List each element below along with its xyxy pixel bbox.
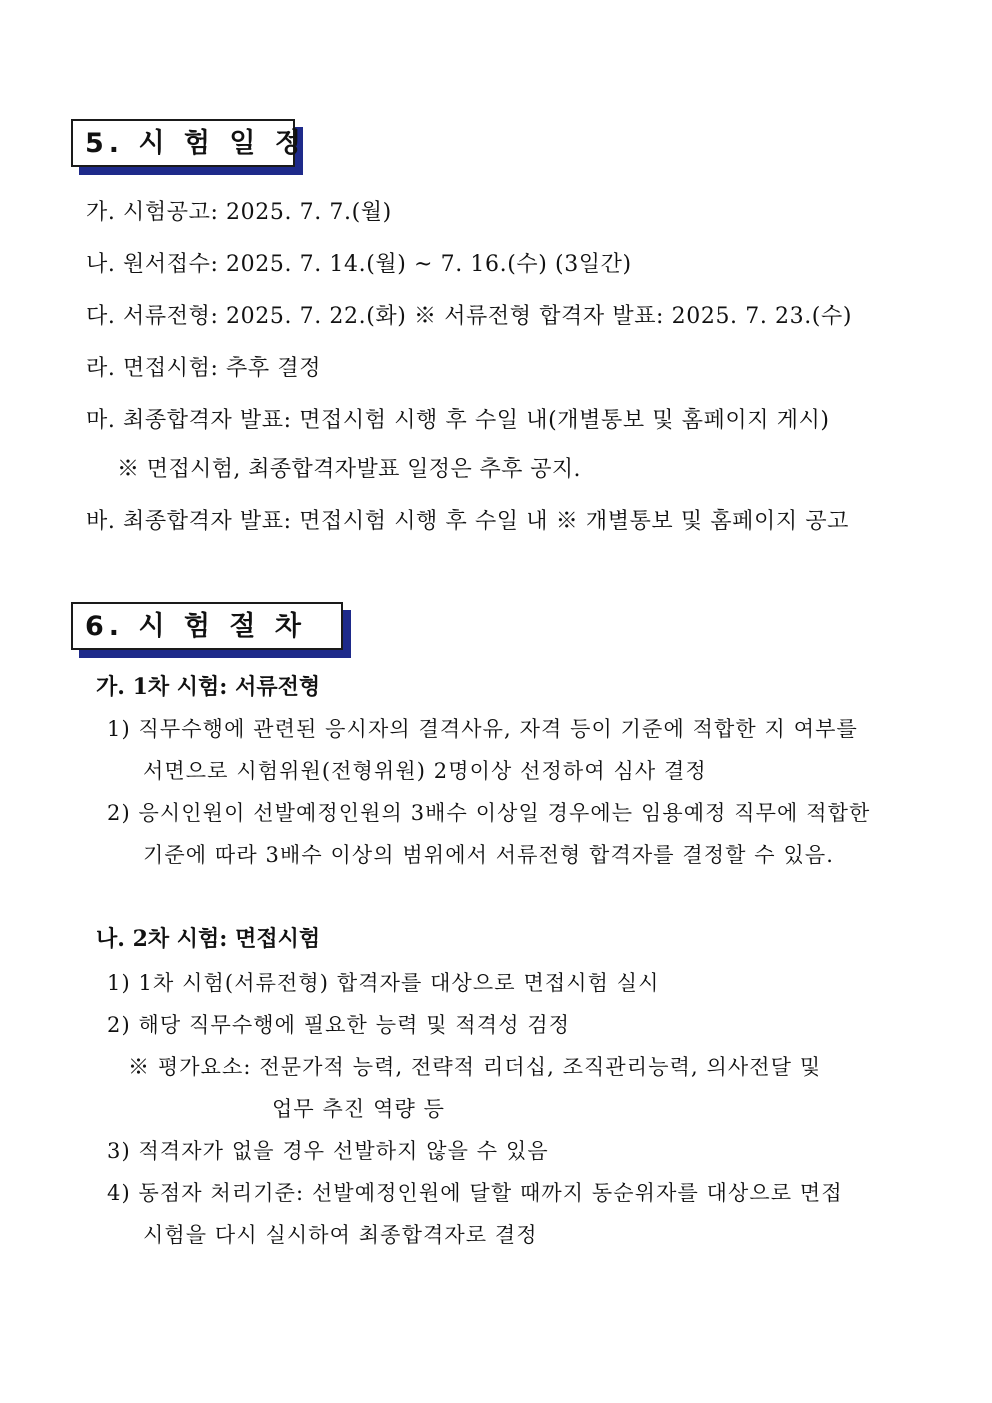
subsection-b-heading: 나. 2차 시험: 면접시험 [96, 926, 321, 952]
section-5-title: 5. 시 험 일 정 [85, 128, 306, 159]
subsection-b-item-4: 4) 동점자 처리기준: 선발예정인원에 달할 때까지 동순위자를 대상으로 면접 [107, 1181, 843, 1205]
schedule-item-application: 나. 원서접수: 2025. 7. 14.(월) ~ 7. 16.(수) (3일간) [86, 252, 632, 277]
subsection-a-item-2: 2) 응시인원이 선발예정인원의 3배수 이상일 경우에는 임용예정 직무에 적합한 [107, 801, 871, 825]
schedule-item-document-screening: 다. 서류전형: 2025. 7. 22.(화) ※ 서류전형 합격자 발표: 2025. 7. 23.(수) [86, 304, 853, 329]
subsection-b-item-1: 1) 1차 시험(서류전형) 합격자를 대상으로 면접시험 실시 [107, 971, 660, 995]
subsection-a-item-1: 1) 직무수행에 관련된 응시자의 결격사유, 자격 등이 기준에 적합한 지 여부를 [107, 717, 858, 741]
subsection-a-item-2-cont: 기준에 따라 3배수 이상의 범위에서 서류전형 합격자를 결정할 수 있음. [143, 843, 835, 867]
section-5-heading-box [71, 119, 306, 167]
subsection-a-heading: 가. 1차 시험: 서류전형 [96, 674, 321, 700]
section-6-title: 6. 시 험 절 차 [85, 611, 306, 642]
evaluation-criteria-note: ※ 평가요소: 전문가적 능력, 전략적 리더십, 조직관리능력, 의사전달 및 [128, 1055, 822, 1079]
schedule-note: ※ 면접시험, 최종합격자발표 일정은 추후 공지. [117, 457, 581, 482]
schedule-item-final-announcement-2: 바. 최종합격자 발표: 면접시험 시행 후 수일 내 ※ 개별통보 및 홈페이지 공고 [86, 509, 850, 534]
subsection-b-item-2: 2) 해당 직무수행에 필요한 능력 및 적격성 검정 [107, 1013, 571, 1037]
schedule-item-interview: 라. 면접시험: 추후 결정 [86, 356, 322, 381]
evaluation-criteria-note-cont: 업무 추진 역량 등 [272, 1097, 446, 1121]
schedule-item-announcement: 가. 시험공고: 2025. 7. 7.(월) [86, 200, 392, 225]
section-6-heading-box [71, 602, 343, 650]
schedule-item-final-announcement: 마. 최종합격자 발표: 면접시험 시행 후 수일 내(개별통보 및 홈페이지 게시) [86, 408, 830, 433]
subsection-a-item-1-cont: 서면으로 시험위원(전형위원) 2명이상 선정하여 심사 결정 [143, 759, 707, 783]
subsection-b-item-3: 3) 적격자가 없을 경우 선발하지 않을 수 있음 [107, 1139, 549, 1163]
subsection-b-item-4-cont: 시험을 다시 실시하여 최종합격자로 결정 [143, 1223, 538, 1247]
